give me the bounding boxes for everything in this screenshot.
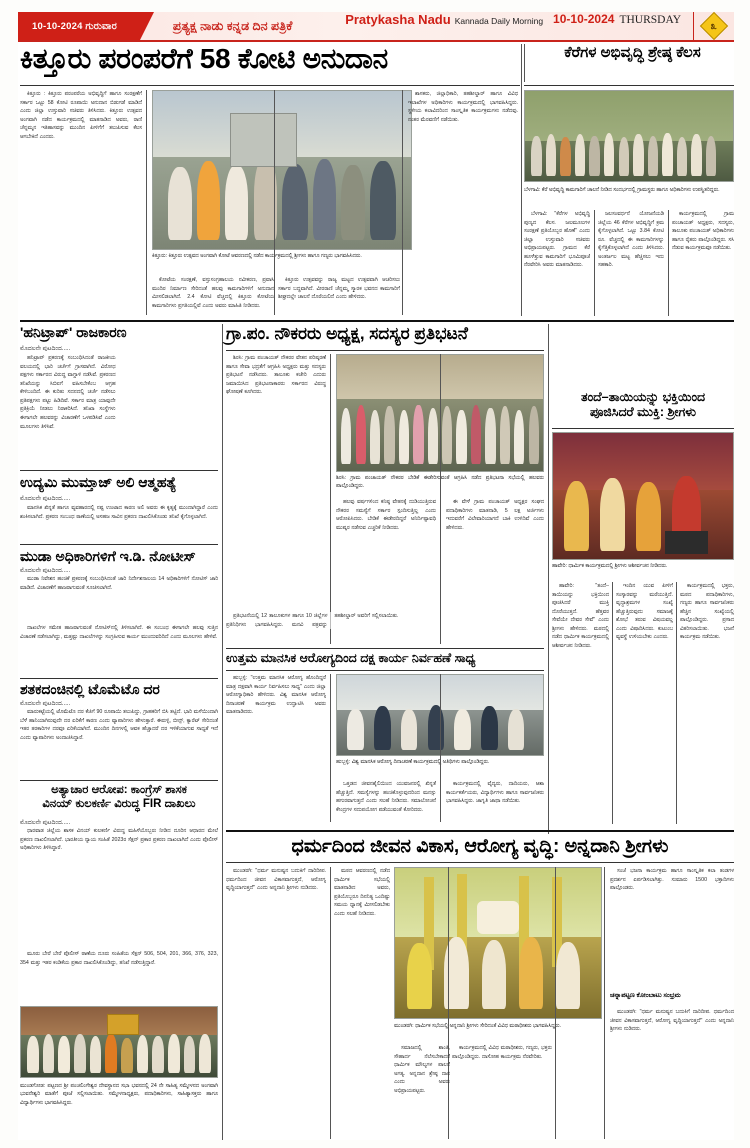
tomato-body: ಮಾರುಕಟ್ಟೆಯಲ್ಲಿ ಟೊಮೆಟೊ ದರ ಕೆಜಿಗೆ 90 ರೂಪಾಯಿ ತಲುಪಿದ್ದು, ಗ್ರಾಹಕರಿಗೆ ಬಿಸಿ ತಟ್ಟಿದೆ. ಭಾರಿ ಮಳೆಯಿಂದಾಗಿ ಬೆಳೆ ಹಾನಿಯಾಗಿರುವುದೇ ದರ ಏರಿಕೆಗೆ ಕಾರಣ ಎಂದು ವ್ಯಾಪಾರಿಗಳು ಹೇಳುತ್ತಾರೆ. ಈರುಳ್ಳಿ, ಬೀನ್ಸ್, ಕ್ಯಾರೆಟ್ ಸೇರಿದಂತೆ ಇತರ ತರಕಾರಿಗಳ ದರವೂ ಏರಿಕೆಯಾಗಿದೆ. ಮುಂದಿನ ದಿನಗಳಲ್ಲಿ ಆವಕ ಹೆಚ್ಚಾದರೆ ದರ ಇಳಿಕೆಯಾಗುವ ಸಾಧ್ಯತೆ ಇದೆ ಎಂದು ವ್ಯಾಪಾರಿಗಳು ಅಂದಾಜಿಸಿದ್ದಾರೆ. (20, 709, 218, 741)
kere-caption-wrap (524, 186, 734, 208)
parents-col-3-text: ಕಾರ್ಯಕ್ರಮದಲ್ಲಿ ಭಕ್ತರು, ಮಠದ ಪದಾಧಿಕಾರಿಗಳು, ಗಣ್ಯರು ಹಾಗೂ ಸಾರ್ವಜನಿಕರು ಹೆಚ್ಚಿನ ಸಂಖ್ಯೆಯಲ್ಲಿ ಪಾಲ್ಗೊಂಡಿದ್ದರು. ಪ್ರಸಾದ ವಿತರಿಸಲಾಯಿತು. ಭಜನೆ ಕಾರ್ಯಕ್ರಮ ನಡೆಯಿತು. (680, 583, 734, 641)
masthead-date-value: 10-10-2024 (553, 12, 615, 26)
kere-headline: ಕೆರೆಗಳ ಅಭಿವೃದ್ಧಿ ಶ್ರೇಷ್ಠ ಕೆಲಸ (564, 44, 701, 61)
fir-body-1: ಧಾರವಾಡ ಜಿಲ್ಲೆಯ ಶಾಸಕ ವಿನಯ್ ಕುಲಕರ್ಣಿ ವಿರುದ್ಧ ಮಹಿಳೆಯೊಬ್ಬರು ನೀಡಿದ ದೂರಿನ ಆಧಾರದ ಮೇಲೆ ಪ್ರಕರಣ ದಾಖಲಿಸಲಾಗಿದೆ. ಭಾರತೀಯ ನ್ಯಾಯ ಸಂಹಿತೆ 2023ರ ಸೆಕ್ಷನ್ ಪ್ರಕಾರ ಪ್ರಕರಣ ದಾಖಲಾಗಿದೆ ಎಂದು ಪೊಲೀಸ್ ಅಧಿಕಾರಿಗಳು ತಿಳಿಸಿದ್ದಾರೆ. (20, 828, 218, 852)
muda-body-2: ದಾಖಲೆಗಳ ಸಮೇತ ಹಾಜರಾಗುವಂತೆ ನೋಟಿಸ್‌ನಲ್ಲಿ ತಿಳಿಸಲಾಗಿದೆ. ಈ ಸಂಬಂಧ ಈಗಾಗಲೇ ಹಲವು ಸುತ್ತಿನ ವಿಚಾರಣೆ ನಡೆಸಲಾಗಿದ್ದು, ಮತ್ತಷ್ಟು ದಾಖಲೆಗಳನ್ನು ಸಂಗ್ರಹಿಸುವ ಕಾರ್ಯ ಮುಂದುವರಿದಿದೆ ಎಂದು ಮೂಲಗಳು ಹೇಳಿವೆ. (20, 625, 218, 640)
section-divider-1 (20, 320, 734, 322)
gp-col-3-text: ಈ ವೇಳೆ ಗ್ರಾಮ ಪಂಚಾಯತ್ ಅಧ್ಯಕ್ಷರ ಸಂಘದ ಪದಾಧಿಕಾರಿಗಳು ಮಾತನಾಡಿ, 5 ಲಕ್ಷ ಅರ್ಜಿಗಳು ಇದುವರೆಗೆ ವಿಲೇವಾರಿಯಾಗದೆ ಬಾಕಿ ಉಳಿದಿವೆ ಎಂದು ಹೇಳಿದರು. (446, 499, 544, 531)
parents-headline-line-1: ತಂದೆ–ತಾಯಿಯನ್ನು ಭಕ್ತಿಯಿಂದ (580, 390, 706, 404)
lead-vrule-3 (402, 90, 403, 315)
gp-rule (226, 350, 544, 351)
honeytrap-body: ಹನಿಟ್ರಾಪ್ ಪ್ರಕರಣಕ್ಕೆ ಸಂಬಂಧಿಸಿದಂತೆ ರಾಜಕೀಯ ವಲಯದಲ್ಲಿ ಭಾರಿ ಚರ್ಚೆಗೆ ಗ್ರಾಸವಾಗಿದೆ. ವಿರೋಧ ಪಕ್ಷಗಳು ಸರ್ಕಾರದ ವಿರುದ್ಧ ವಾಗ್ದಾಳಿ ನಡೆಸಿವೆ. ಪ್ರಕರಣದ ತನಿಖೆಯನ್ನು ಸಿಬಿಐಗೆ ವಹಿಸಬೇಕೆಂಬ ಆಗ್ರಹ ಕೇಳಿಬಂದಿದೆ. ಈ ಕುರಿತು ಸದನದಲ್ಲಿ ಚರ್ಚೆ ನಡೆಸಲು ಪ್ರತಿಪಕ್ಷಗಳು ಪಟ್ಟು ಹಿಡಿದಿವೆ. ಸರ್ಕಾರ ಮಾತ್ರ ಯಾವುದೇ ಪ್ರತಿಕ್ರಿಯೆ ನೀಡಲು ನಿರಾಕರಿಸಿದೆ. ತನಿಖಾ ಸಂಸ್ಥೆಗಳು ಈಗಾಗಲೇ ಹಲವರನ್ನು ವಿಚಾರಣೆಗೆ ಒಳಪಡಿಸಿವೆ ಎಂದು ಮೂಲಗಳು ತಿಳಿಸಿವೆ. (20, 355, 116, 430)
mumtaz-rule (20, 544, 218, 545)
dharma-headline: ಧರ್ಮದಿಂದ ಜೀವನ ವಿಕಾಸ, ಆರೋಗ್ಯ ವೃದ್ಧಿ: ಅನ್ನದಾನಿ ಶ್ರೀಗಳು (291, 836, 669, 857)
page-sheet (18, 12, 734, 1140)
masthead-brand (345, 12, 553, 40)
parents-col-3 (680, 582, 734, 824)
dharma-col-2 (334, 867, 390, 1139)
gp-col-1-text: ಶಿರಸಿ: ಗ್ರಾಮ ಪಂಚಾಯತ್ ನೌಕರರ ವೇತನ ಪರಿಷ್ಕರಣೆ ಹಾಗೂ ಸೇವಾ ಭದ್ರತೆಗೆ ಆಗ್ರಹಿಸಿ ಅಧ್ಯಕ್ಷರು ಮತ್ತು ಸದಸ್ಯರು ಪ್ರತಿಭಟನೆ ನಡೆಸಿದರು. ತಾಲೂಕು ಕಚೇರಿ ಎದುರು ಜಮಾಯಿಸಿದ ಪ್ರತಿಭಟನಾಕಾರರು ಸರ್ಕಾರದ ವಿರುದ್ಧ ಘೋಷಣೆ ಕೂಗಿದರು. (226, 355, 326, 396)
tomato-rule (20, 780, 218, 781)
parents-caption: ಹಾವೇರಿ: ಧಾರ್ಮಿಕ ಕಾರ್ಯಕ್ರಮದಲ್ಲಿ ಶ್ರೀಗಳು ಆಶೀರ್ವಚನ ನೀಡಿದರು. (552, 563, 668, 569)
dharma-headline-wrap (226, 836, 734, 860)
fir-body2-wrap (20, 950, 218, 990)
dharma-col-4 (452, 1044, 552, 1140)
masthead-date-flag: 10-10-2024 ಗುರುವಾರ (18, 12, 139, 40)
muda-body1-wrap (20, 575, 218, 623)
honeytrap-kicker: ಮೊದಲನೇ ಪುಟದಿಂದ..... (20, 346, 71, 352)
kere-headline-wrap (524, 44, 734, 82)
parents-vrule-1 (612, 582, 613, 824)
kere-col-2 (598, 210, 664, 316)
dharma-col-1-text: ಮುಂಡರಗಿ: "ಧರ್ಮ ಮನುಷ್ಯನ ಬದುಕಿಗೆ ದಾರಿದೀಪ. ಧರ್ಮದಿಂದ ಜೀವನ ವಿಕಾಸವಾಗುತ್ತದೆ, ಆರೋಗ್ಯ ವೃದ್ಧಿಯಾಗುತ್ತದೆ" ಎಂದು ಅನ್ನದಾನಿ ಶ್ರೀಗಳು ನುಡಿದರು. (226, 868, 326, 892)
gp-headline: ಗ್ರಾ.ಪಂ. ನೌಕರರು ಅಧ್ಯಕ್ಷ, ಸದಸ್ಯರ ಪ್ರತಿಭಟನೆ (226, 324, 468, 343)
lead-col-1-text: ಕಿತ್ತೂರು : ಕಿತ್ತೂರು ಪರಂಪರೆಯ ಅಭಿವೃದ್ಧಿಗೆ ಹಾಗೂ ಸಂರಕ್ಷಣೆಗೆ ಸರ್ಕಾರ ಒಟ್ಟು 58 ಕೋಟಿ ರೂಪಾಯಿ ಅನುದಾನ ಬಿಡುಗಡೆ ಮಾಡಿದೆ ಎಂದು ಜಿಲ್ಲಾ ಉಸ್ತುವಾರಿ ಸಚಿವರು ತಿಳಿಸಿದರು. ಕಿತ್ತೂರು ಉತ್ಸವದ ಅಂಗವಾಗಿ ನಡೆದ ಕಾರ್ಯಕ್ರಮದಲ್ಲಿ ಮಾತನಾಡಿದ ಅವರು, ರಾಣಿ ಚೆನ್ನಮ್ಮನ ಇತಿಹಾಸವನ್ನು ಮುಂದಿನ ಪೀಳಿಗೆಗೆ ತಲುಪಿಸುವ ಕೆಲಸ ಆಗಬೇಕಿದೆ ಎಂದರು. (20, 91, 142, 140)
dharma-rule (226, 862, 734, 863)
honeytrap-kicker-wrap (20, 344, 218, 354)
parents-vrule-2 (676, 582, 677, 824)
dharma-col-5 (610, 867, 734, 987)
mumtaz-body: ಮಾನಸಿಕ ಖಿನ್ನತೆ ಹಾಗೂ ವ್ಯವಹಾರದಲ್ಲಿ ನಷ್ಟ ಉಂಟಾದ ಕಾರಣ ಅಲಿ ಅವರು ಈ ಕೃತ್ಯಕ್ಕೆ ಮುಂದಾಗಿದ್ದಾರೆ ಎಂದು ಶಂಕಿಸಲಾಗಿದೆ. ಪ್ರಕರಣ ಸಂಬಂಧ ಠಾಣೆಯಲ್ಲಿ ಅಸಹಜ ಸಾವಿನ ಪ್ರಕರಣ ದಾಖಲಿಸಿಕೊಂಡು ತನಿಖೆ ಕೈಗೊಳ್ಳಲಾಗಿದೆ. (20, 505, 218, 520)
kere-col-3-text: ಕಾರ್ಯಕ್ರಮದಲ್ಲಿ ಗ್ರಾಮ ಪಂಚಾಯತ್ ಅಧ್ಯಕ್ಷರು, ಸದಸ್ಯರು, ತಾಲೂಕು ಪಂಚಾಯತ್ ಅಧಿಕಾರಿಗಳು ಹಾಗೂ ರೈತರು ಪಾಲ್ಗೊಂಡಿದ್ದರು. ಸಸಿ ನೆಡುವ ಕಾರ್ಯಕ್ರಮವೂ ನಡೆಯಿತು. (672, 211, 734, 252)
mental-vrule-1 (330, 674, 331, 822)
muda-kicker: ಮೊದಲನೇ ಪುಟದಿಂದ..... (20, 568, 71, 574)
honeytrap-headline: 'ಹನಿಟ್ರಾಪ್' ರಾಜಕಾರಣ (20, 324, 127, 340)
dharma-col-1 (226, 867, 326, 1139)
muda-headline: ಮುಡಾ ಅಧಿಕಾರಿಗಳಿಗೆ ಇ.ಡಿ. ನೋಟೀಸ್ (20, 548, 196, 564)
mental-col-1 (226, 674, 326, 822)
lead-col-2-wrap (152, 276, 274, 316)
parents-col-1-text: ಹಾವೇರಿ: "ತಂದೆ–ತಾಯಿಯನ್ನು ಭಕ್ತಿಯಿಂದ ಪೂಜಿಸಿದರೆ ಮುಕ್ತಿ ದೊರೆಯುತ್ತದೆ. ಹೆತ್ತವರ ಸೇವೆಯೇ ದೇವರ ಸೇವೆ" ಎಂದು ಶ್ರೀಗಳು ಹೇಳಿದರು. ಮಠದಲ್ಲಿ ನಡೆದ ಧಾರ್ಮಿಕ ಕಾರ್ಯಕ್ರಮದಲ್ಲಿ ಆಶೀರ್ವಚನ ನೀಡಿದರು. (552, 583, 609, 650)
mental-headline-wrap (226, 651, 544, 669)
lead-vrule-1 (146, 90, 147, 315)
parents-photo (552, 432, 734, 560)
parents-headline-wrap (552, 390, 734, 426)
honeytrap-body-wrap (20, 354, 218, 466)
dharma-caption: ಮುಂಡರಗಿ: ಧಾರ್ಮಿಕ ಸಭೆಯಲ್ಲಿ ಅನ್ನದಾನಿ ಶ್ರೀಗಳು ಸೇರಿದಂತೆ ವಿವಿಧ ಮಠಾಧೀಶರು ಭಾಗವಹಿಸಿದ್ದರು. (394, 1023, 561, 1029)
muda-body2-wrap (20, 624, 218, 676)
mental-rule (226, 670, 544, 671)
masthead-brand-subtitle: Kannada Daily Morning (454, 16, 544, 26)
fir-body-2: ಮೂರು ಬೇರೆ ಬೇರೆ ಪೊಲೀಸ್ ಠಾಣೆಯ ದೂರು ಸಂಹಿತೆಯ ಸೆಕ್ಷನ್ 506, 504, 201, 366, 376, 323, 354 ಮತ್ತು ಇತರ ಕಂಡಿಕೆಯ ಪ್ರಕಾರ ದಾಖಲಿಸಿಕೊಂಡಿದ್ದು, ತನಿಖೆ ನಡೆಸುತ್ತಿದ್ದಾರೆ. (20, 951, 218, 966)
gp-caption: ಶಿರಸಿ: ಗ್ರಾಮ ಪಂಚಾಯತ್ ನೌಕರರ ಬೇಡಿಕೆ ಈಡೇರಿಸುವಂತೆ ಆಗ್ರಹಿಸಿ ನಡೆದ ಪ್ರತಿಭಟನಾ ಸಭೆಯಲ್ಲಿ ಹಲವರು ಪಾಲ್ಗೊಂಡಿದ್ದರು. (336, 475, 544, 490)
dharma-photo (394, 867, 602, 1019)
lead-col-4 (408, 90, 518, 315)
parents-col-1 (552, 582, 609, 824)
fir-headline-line-2: ವಿನಯ್ ಕುಲಕರ್ಣಿ ವಿರುದ್ಧ FIR ದಾಖಲು (42, 797, 196, 810)
kere-vrule-2 (668, 210, 669, 316)
page-number-text: ೩ (710, 19, 718, 32)
fir-caption-wrap (20, 1082, 218, 1140)
mumtaz-headline: ಉದ್ಯಮಿ ಮುಮ್ತಾಜ್ ಅಲಿ ಆತ್ಮಹತ್ಯೆ (20, 474, 177, 490)
mumtaz-headline-wrap (20, 474, 218, 496)
mumtaz-kicker-wrap (20, 494, 218, 504)
lead-rule (20, 85, 520, 86)
dharma-col-3-text: ಸಮಾಜದಲ್ಲಿ ಶಾಂತಿ, ಸೌಹಾರ್ದ ನೆಲೆಸಬೇಕಾದರೆ ಧಾರ್ಮಿಕ ಮೌಲ್ಯಗಳ ಪಾಲನೆ ಅಗತ್ಯ. ಅನ್ನದಾನ ಶ್ರೇಷ್ಠ ದಾನ ಎಂದು ಅವರು ಅಭಿಪ್ರಾಯಪಟ್ಟರು. (394, 1045, 450, 1094)
dharma-col-6 (610, 1008, 734, 1140)
gp-col-4-wrap (226, 612, 544, 646)
dharma-vrule-3 (555, 867, 556, 1139)
fir-caption: ಮುಂಡಗೋಡ: ಪಟ್ಟಣದ ಶ್ರೀ ಪಂಚಲಿಂಗೇಶ್ವರ ದೇವಸ್ಥಾನದ ಸಭಾ ಭವನದಲ್ಲಿ 24 ನೇ ಸಾಹಿತ್ಯ ಸಮ್ಮೇಳನದ ಅಂಗವಾಗಿ ಭುವನೇಶ್ವರಿ ಮಾತೆಗೆ ಪೂಜೆ ಸಲ್ಲಿಸಲಾಯಿತು. ಸಮ್ಮೇಳನಾಧ್ಯಕ್ಷರು, ಪದಾಧಿಕಾರಿಗಳು, ಸಾಹಿತ್ಯಾಸಕ್ತರು ಹಾಗೂ ವಿದ್ಯಾರ್ಥಿಗಳು ಭಾಗವಹಿಸಿದ್ದರು. (20, 1083, 218, 1106)
parents-col-2 (616, 582, 673, 824)
parents-caption-wrap (552, 562, 734, 580)
parents-rule (552, 428, 734, 429)
parents-col-2-text: ಇಂದಿನ ಯುವ ಪೀಳಿಗೆ ಸಂಸ್ಕಾರವನ್ನು ಮರೆಯುತ್ತಿದೆ. ವೃದ್ಧಾಶ್ರಮಗಳ ಸಂಖ್ಯೆ ಹೆಚ್ಚುತ್ತಿರುವುದು ಸಮಾಜಕ್ಕೆ ಶೋಭೆ ತರುವ ವಿಷಯವಲ್ಲ ಎಂದು ವಿಷಾದಿಸಿದರು. ಕುಟುಂಬ ವ್ಯವಸ್ಥೆ ಉಳಿಯಬೇಕು ಎಂದರು. (616, 583, 673, 641)
dharma-col-2-text: ಮಠದ ಆವರಣದಲ್ಲಿ ನಡೆದ ಧಾರ್ಮಿಕ ಸಭೆಯಲ್ಲಿ ಮಾತನಾಡಿದ ಅವರು, ಪ್ರತಿಯೊಬ್ಬರೂ ದಿನನಿತ್ಯ ಒಂದಿಷ್ಟು ಸಮಯ ಧ್ಯಾನಕ್ಕೆ ಮೀಸಲಿಡಬೇಕು ಎಂದು ಸಲಹೆ ನೀಡಿದರು. (334, 868, 390, 917)
fir-body1-wrap (20, 827, 218, 947)
dharma-vrule-4 (604, 867, 605, 1139)
lead-col-2-text: ಕೋಟೆಯ ಸಂರಕ್ಷಣೆ, ವಸ್ತುಸಂಗ್ರಹಾಲಯ ನವೀಕರಣ, ಪ್ರವಾಸಿ ಮಂದಿರ ನಿರ್ಮಾಣ ಸೇರಿದಂತೆ ಹಲವು ಕಾಮಗಾರಿಗಳಿಗೆ ಅನುದಾನ ಮೀಸಲಿಡಲಾಗಿದೆ. 2.4 ಕೋಟಿ ವೆಚ್ಚದಲ್ಲಿ ಕಿತ್ತೂರು ಕೋಟೆಯ ಕಾಮಗಾರಿಗಳು ಪ್ರಗತಿಯಲ್ಲಿವೆ ಎಂದು ಅವರು ಮಾಹಿತಿ ನೀಡಿದರು. (152, 277, 274, 309)
diamond-badge-icon (700, 12, 728, 40)
dharma-col-5-text: ಸಂಜೆ ಭಜನಾ ಕಾರ್ಯಕ್ರಮ ಹಾಗೂ ಸಾಂಸ್ಕೃತಿಕ ಕಲಾ ತಂಡಗಳ ಪ್ರದರ್ಶನ ಏರ್ಪಡಿಸಲಾಗಿತ್ತು. ಸುಮಾರು 1500 ಭಕ್ತಾದಿಗಳು ಪಾಲ್ಗೊಂಡರು. (610, 868, 734, 892)
kere-col-2-text: ಜಲಸಂವರ್ಧನೆ ಯೋಜನೆಯಡಿ ಜಿಲ್ಲೆಯ 46 ಕೆರೆಗಳ ಅಭಿವೃದ್ಧಿಗೆ ಕ್ರಮ ಕೈಗೊಳ್ಳಲಾಗಿದೆ. ಒಟ್ಟು 3.84 ಕೋಟಿ ರೂ. ವೆಚ್ಚದಲ್ಲಿ ಈ ಕಾಮಗಾರಿಗಳನ್ನು ಕೈಗೆತ್ತಿಕೊಳ್ಳಲಾಗಿದೆ ಎಂದು ತಿಳಿಸಿದರು. ಅಂತರ್ಜಲ ಮಟ್ಟ ಹೆಚ್ಚಿಸಲು ಇದು ಸಹಕಾರಿ. (598, 211, 664, 269)
lead-caption: ಕಿತ್ತೂರು: ಕಿತ್ತೂರು ಉತ್ಸವದ ಅಂಗವಾಗಿ ಕೋಟೆ ಆವರಣದಲ್ಲಿ ನಡೆದ ಕಾರ್ಯಕ್ರಮದಲ್ಲಿ ಶ್ರೀಗಳು ಹಾಗೂ ಗಣ್ಯರು ಭಾಗವಹಿಸಿದರು. (152, 253, 362, 259)
honeytrap-rule (20, 470, 218, 471)
gp-col-1 (226, 354, 326, 644)
parents-headline-line-2: ಪೂಜಿಸಿದರೆ ಮುಕ್ತಿ: ಶ್ರೀಗಳು (589, 405, 697, 419)
kere-vrule-1 (594, 210, 595, 316)
kere-col-1-text: ಬೆಳಗಾವಿ: "ಕೆರೆಗಳ ಅಭಿವೃದ್ಧಿ ಪುಣ್ಯದ ಕೆಲಸ. ಜಲಮೂಲಗಳ ಸಂರಕ್ಷಣೆ ಪ್ರತಿಯೊಬ್ಬರ ಹೊಣೆ" ಎಂದು ಜಿಲ್ಲಾ ಉಸ್ತುವಾರಿ ಸಚಿವರು ಅಭಿಪ್ರಾಯಪಟ್ಟರು. ಗ್ರಾಮದ ಕೆರೆ ಹೂಳೆತ್ತುವ ಕಾಮಗಾರಿಗೆ ಭೂಮಿಪೂಜೆ ನೆರವೇರಿಸಿ ಅವರು ಮಾತನಾಡಿದರು. (524, 211, 590, 269)
mental-col-3 (446, 780, 544, 824)
mental-col-2-text: ಒತ್ತಡದ ಜೀವನಶೈಲಿಯಿಂದ ಯುವಜನರಲ್ಲಿ ಖಿನ್ನತೆ ಹೆಚ್ಚುತ್ತಿದೆ. ಸಮಸ್ಯೆಗಳನ್ನು ಹಂಚಿಕೊಳ್ಳುವುದರಿಂದ ಮನಸ್ಸು ಹಗುರವಾಗುತ್ತದೆ ಎಂದು ಸಲಹೆ ನೀಡಿದರು. ಸಮಾಲೋಚನೆ ಕೇಂದ್ರಗಳ ಸದುಪಯೋಗ ಪಡೆಯುವಂತೆ ಕೋರಿದರು. (336, 781, 436, 813)
lead-right-divider (521, 44, 522, 316)
mental-col-1-text: ಹುಬ್ಬಳ್ಳಿ: "ಉತ್ತಮ ಮಾನಸಿಕ ಆರೋಗ್ಯ ಹೊಂದಿದ್ದರೆ ಮಾತ್ರ ದಕ್ಷವಾಗಿ ಕಾರ್ಯ ನಿರ್ವಹಿಸಲು ಸಾಧ್ಯ" ಎಂದು ಜಿಲ್ಲಾ ಆರೋಗ್ಯಾಧಿಕಾರಿ ಹೇಳಿದರು. ವಿಶ್ವ ಮಾನಸಿಕ ಆರೋಗ್ಯ ದಿನಾಚರಣೆ ಕಾರ್ಯಕ್ರಮ ಉದ್ಘಾಟಿಸಿ ಅವರು ಮಾತನಾಡಿದರು. (226, 675, 326, 716)
gp-col-4-text: ಪ್ರತಿಭಟನೆಯಲ್ಲಿ 12 ತಾಲೂಕುಗಳ ಹಾಗೂ 10 ಜಿಲ್ಲೆಗಳ ಪ್ರತಿನಿಧಿಗಳು ಭಾಗವಹಿಸಿದ್ದರು. ಮನವಿ ಪತ್ರವನ್ನು ತಹಶೀಲ್ದಾರ್ ಅವರಿಗೆ ಸಲ್ಲಿಸಲಾಯಿತು. (226, 613, 399, 628)
tomato-kicker: ಮೊದಲನೇ ಪುಟದಿಂದ..... (20, 701, 71, 707)
tomato-body-wrap (20, 708, 218, 778)
mumtaz-kicker: ಮೊದಲನೇ ಪುಟದಿಂದ..... (20, 496, 71, 502)
lead-col-3-wrap (278, 276, 400, 316)
muda-rule (20, 678, 218, 679)
lead-col-1 (20, 90, 142, 315)
middle-right-divider (548, 324, 549, 834)
mental-headline: ಉತ್ತಮ ಮಾನಸಿಕ ಆರೋಗ್ಯದಿಂದ ದಕ್ಷ ಕಾರ್ಯ ನಿರ್ವಹಣೆ ಸಾಧ್ಯ (226, 651, 476, 665)
muda-body-1: ಮುಡಾ ನಿವೇಶನ ಹಂಚಿಕೆ ಪ್ರಕರಣಕ್ಕೆ ಸಂಬಂಧಿಸಿದಂತೆ ಜಾರಿ ನಿರ್ದೇಶನಾಲಯ 14 ಅಧಿಕಾರಿಗಳಿಗೆ ನೋಟಿಸ್ ಜಾರಿ ಮಾಡಿದೆ. ವಿಚಾರಣೆಗೆ ಹಾಜರಾಗುವಂತೆ ಸೂಚಿಸಲಾಗಿದೆ. (20, 576, 218, 591)
lead-vrule-2 (274, 90, 275, 315)
masthead-date-english (553, 12, 694, 40)
tomato-headline-wrap (20, 681, 218, 701)
dharma-col-6-text: ಮುಂಡರಗಿ: "ಧರ್ಮ ಮನುಷ್ಯನ ಬದುಕಿಗೆ ದಾರಿದೀಪ. ಧರ್ಮದಿಂದ ಜೀವನ ವಿಕಾಸವಾಗುತ್ತದೆ, ಆರೋಗ್ಯ ವೃದ್ಧಿಯಾಗುತ್ತದೆ" ಎಂದು ಅನ್ನದಾನಿ ಶ್ರೀಗಳು ನುಡಿದರು. (610, 1009, 734, 1033)
dharma-col-4-text: ಕಾರ್ಯಕ್ರಮದಲ್ಲಿ ವಿವಿಧ ಮಠಾಧೀಶರು, ಗಣ್ಯರು, ಭಕ್ತರು ಪಾಲ್ಗೊಂಡಿದ್ದರು. ದಾಸೋಹ ಕಾರ್ಯಕ್ರಮ ನೆರವೇರಿತು. (452, 1045, 552, 1060)
left-middle-divider (222, 324, 223, 1140)
mental-col-3-text: ಕಾರ್ಯಕ್ರಮದಲ್ಲಿ ವೈದ್ಯರು, ದಾದಿಯರು, ಆಶಾ ಕಾರ್ಯಕರ್ತೆಯರು, ವಿದ್ಯಾರ್ಥಿಗಳು ಹಾಗೂ ಸಾರ್ವಜನಿಕರು ಭಾಗವಹಿಸಿದ್ದರು. ಜಾಗೃತಿ ಜಾಥಾ ನಡೆಯಿತು. (446, 781, 544, 805)
lead-photo (152, 90, 412, 250)
muda-headline-wrap (20, 548, 218, 568)
fir-kicker: ಮೊದಲನೇ ಪುಟದಿಂದ..... (20, 820, 71, 826)
kere-rule (524, 85, 734, 86)
masthead-brand-name: Pratykasha Nadu (345, 12, 451, 27)
masthead (18, 12, 734, 42)
dharma-subhead: ಚನ್ನಾಪಟ್ಟಣ ಕೋಂಬಾಟು ಸಂಭ್ರಮ (610, 992, 681, 999)
kere-caption: ಬೆಳಗಾವಿ: ಕೆರೆ ಅಭಿವೃದ್ಧಿ ಕಾಮಗಾರಿಗೆ ಚಾಲನೆ ನೀಡಿದ ಸಂದರ್ಭದಲ್ಲಿ ಗ್ರಾಮಸ್ಥರು ಹಾಗೂ ಅಧಿಕಾರಿಗಳು ಉಪಸ್ಥಿತರಿದ್ದರು. (524, 187, 720, 193)
kere-col-1 (524, 210, 590, 316)
tomato-headline: ಶತಕದಂಚಿನಲ್ಲಿ ಟೊಮೆಟೊ ದರ (20, 681, 160, 697)
gp-vrule-1 (330, 354, 331, 644)
mumtaz-body-wrap (20, 504, 218, 542)
mental-col-2 (336, 780, 436, 824)
lead-col-3-text: ಕಿತ್ತೂರು ಉತ್ಸವವನ್ನು ರಾಜ್ಯ ಮಟ್ಟದ ಉತ್ಸವವಾಗಿ ಆಚರಿಸಲು ಸರ್ಕಾರ ಬದ್ಧವಾಗಿದೆ. ವೀರರಾಣಿ ಚೆನ್ನಮ್ಮ ಸ್ಮಾರಕ ಭವನದ ಕಾಮಗಾರಿಗೆ ಶೀಘ್ರದಲ್ಲೇ ಚಾಲನೆ ದೊರೆಯಲಿದೆ ಎಂದು ಹೇಳಿದರು. (278, 277, 400, 301)
lead-headline-wrap (20, 44, 520, 82)
mental-vrule-2 (440, 674, 441, 822)
kere-photo (524, 90, 734, 182)
dharma-caption-wrap (394, 1022, 602, 1040)
kere-col-3 (672, 210, 734, 316)
mental-caption: ಹುಬ್ಬಳ್ಳಿ: ವಿಶ್ವ ಮಾನಸಿಕ ಆರೋಗ್ಯ ದಿನಾಚರಣೆ ಕಾರ್ಯಕ್ರಮದಲ್ಲಿ ಅತಿಥಿಗಳು ಪಾಲ್ಗೊಂಡಿದ್ದರು. (336, 759, 490, 765)
gp-headline-wrap (226, 324, 544, 348)
dharma-vrule-1 (330, 867, 331, 1139)
masthead-spacer (292, 12, 345, 40)
gp-vrule-2 (440, 354, 441, 644)
dharma-col-3 (394, 1044, 450, 1140)
masthead-weekday: THURSDAY (619, 14, 681, 26)
gp-col-2-text: ಹಲವು ವರ್ಷಗಳಿಂದ ಕನಿಷ್ಠ ವೇತನಕ್ಕೆ ದುಡಿಯುತ್ತಿರುವ ನೌಕರರ ಸಮಸ್ಯೆಗೆ ಸರ್ಕಾರ ಸ್ಪಂದಿಸುತ್ತಿಲ್ಲ ಎಂದು ಆರೋಪಿಸಿದರು. ಬೇಡಿಕೆ ಈಡೇರದಿದ್ದರೆ ಅನಿರ್ದಿಷ್ಟಾವಧಿ ಮುಷ್ಕರ ನಡೆಸುವ ಎಚ್ಚರಿಕೆ ನೀಡಿದರು. (336, 499, 436, 531)
mental-top-rule (226, 648, 544, 649)
honeytrap-headline-wrap (20, 324, 218, 346)
masthead-kannada-tagline: ಪ್ರತ್ಯಕ್ಷ ನಾಡು ಕನ್ನಡ ದಿನ ಪತ್ರಿಕೆ (172, 18, 293, 33)
fir-headline-line-1: ಅತ್ಯಾಚಾರ ಆರೋಪ: ಕಾಂಗ್ರೆಸ್ ಶಾಸಕ (51, 784, 187, 796)
page-number-badge (694, 12, 734, 40)
lead-col-4-text: ಶಾಸಕರು, ಜಿಲ್ಲಾಧಿಕಾರಿ, ತಹಶೀಲ್ದಾರ್ ಹಾಗೂ ವಿವಿಧ ಇಲಾಖೆಗಳ ಅಧಿಕಾರಿಗಳು ಕಾರ್ಯಕ್ರಮದಲ್ಲಿ ಭಾಗವಹಿಸಿದ್ದರು. ಸ್ಥಳೀಯ ಕಲಾವಿದರಿಂದ ಸಾಂಸ್ಕೃತಿಕ ಕಾರ್ಯಕ್ರಮಗಳು ನಡೆದವು. ನಂತರ ಮೆರವಣಿಗೆ ನಡೆಯಿತು. (408, 91, 518, 123)
dharma-top-rule (226, 830, 734, 832)
dharma-subhead-wrap (610, 992, 734, 1006)
fir-headline-wrap (20, 784, 218, 818)
fir-photo (20, 1006, 218, 1078)
lead-headline: ಕಿತ್ತೂರು ಪರಂಪರೆಗೆ 58 ಕೋಟಿ ಅನುದಾನ (20, 43, 388, 74)
